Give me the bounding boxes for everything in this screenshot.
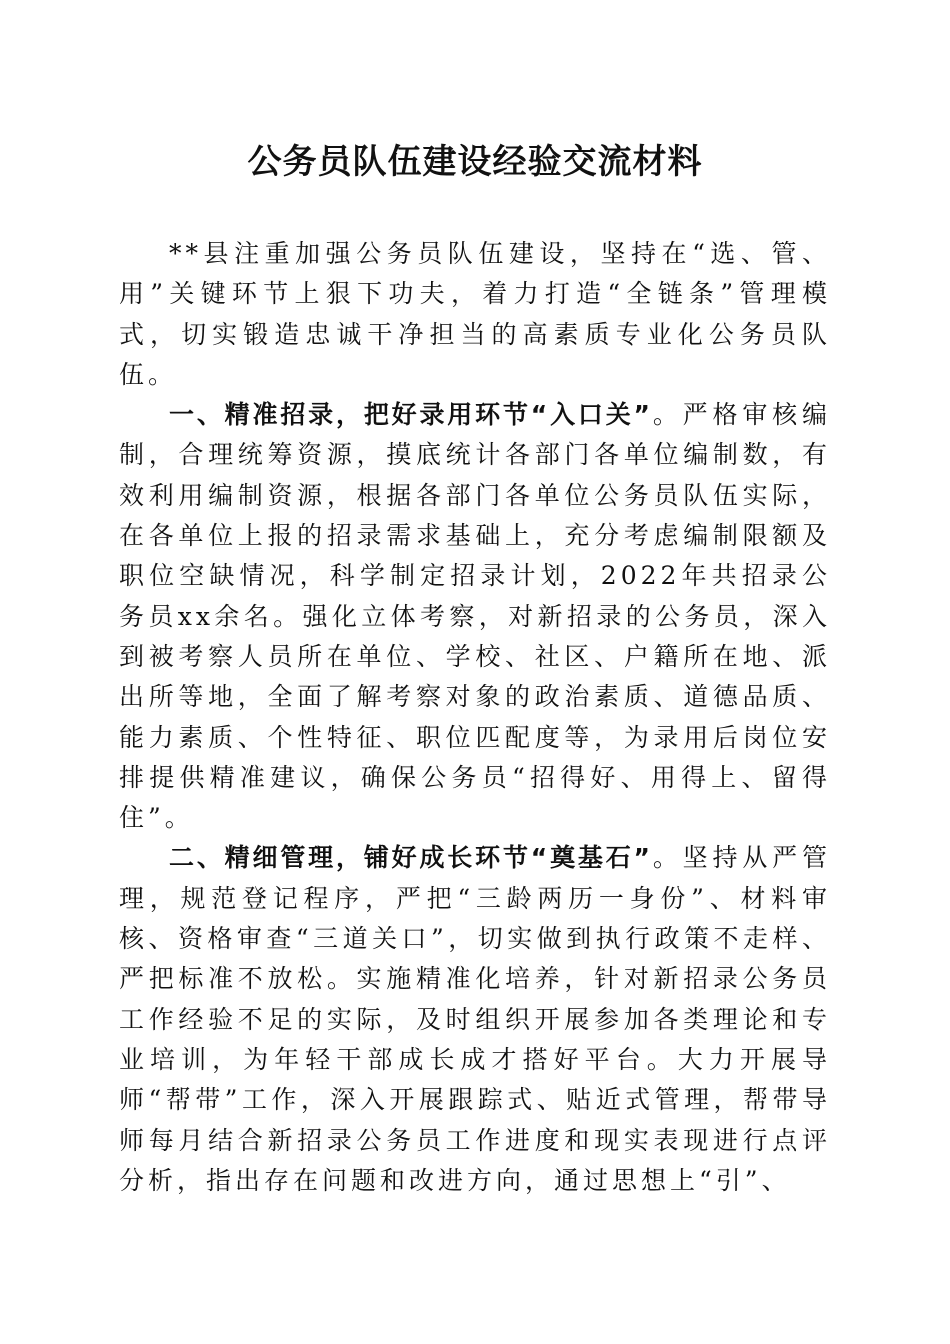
document-title: 公务员队伍建设经验交流材料 (247, 142, 703, 182)
intro-paragraph: **县注重加强公务员队伍建设，坚持在“选、管、用”关键环节上狠下功夫，着力打造“全链条”管理模式，切实锻造忠诚干净担当的高素质专业化公务员队伍。 (119, 239, 831, 389)
section-2-body: 。坚持从严管理，规范登记程序，严把“三龄两历一身份”、材料审核、资格审查“三道关口”，切实做到执行政策不走样、严把标准不放松。实施精准化培养，针对新招录公务员工作经验不足的实际，及时组织开展参加各类理论和专业培训，为年轻干部成长成才搭好平台。大力开展导师“帮带”工作，深入开展跟踪式、贴近式管理，帮带导师每月结合新招录公务员工作进度和现实表现进行点评分析，指出存在问题和改进方向，通过思想上“引”、 (119, 843, 831, 1195)
section-1-body: 。严格审核编制，合理统筹资源，摸底统计各部门各单位编制数，有效利用编制资源，根据各部门各单位公务员队伍实际，在各单位上报的招录需求基础上，充分考虑编制限额及职位空缺情况，科学制定招录计划，2022年共招录公务员xx余名。强化立体考察，对新招录的公务员，深入到被考察人员所在单位、学校、社区、户籍所在地、派出所等地，全面了解考察对象的政治素质、道德品质、能力素质、个性特征、职位匹配度等，为录用后岗位安排提供精准建议，确保公务员“招得好、用得上、留得住”。 (119, 400, 831, 833)
section-2-paragraph (119, 838, 831, 1201)
document-body (119, 234, 831, 1201)
section-1-heading: 一、精准招录，把好录用环节“入口关” (169, 400, 652, 430)
section-2-heading: 二、精细管理，铺好成长环节“奠基石” (169, 843, 652, 873)
section-1-paragraph (119, 395, 831, 838)
